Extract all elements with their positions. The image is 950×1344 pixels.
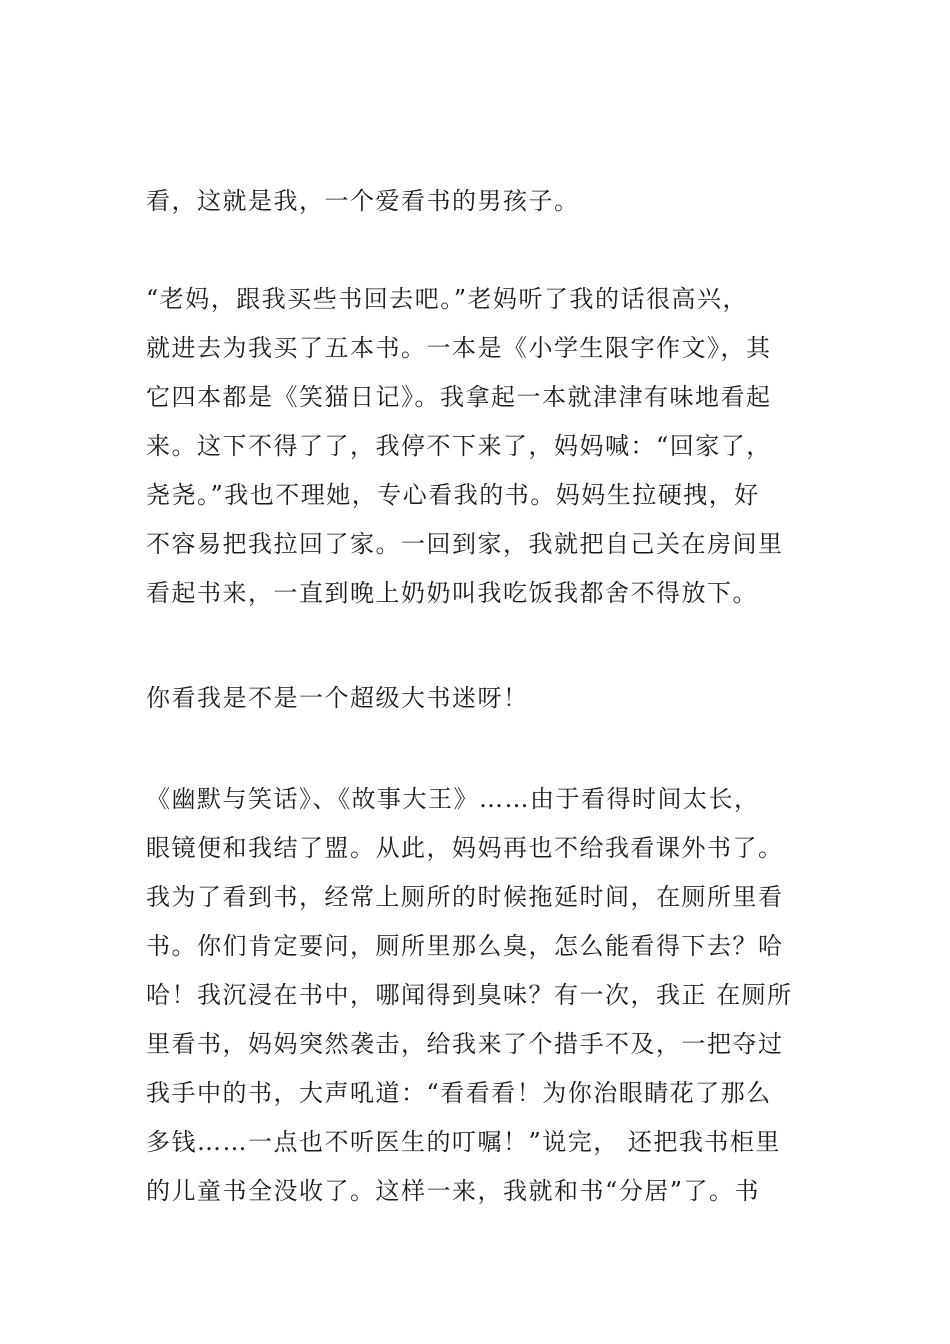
text-line: 你看我是不是一个超级大书迷呀！ [146, 684, 529, 712]
text-line: 尧尧。”我也不理她，专心看我的书。妈妈生拉硬拽，好 [146, 481, 760, 509]
text-line: 就进去为我买了五本书。一本是《小学生限字作文》，其 [146, 334, 772, 362]
text-line: 哈！我沉浸在书中，哪闻得到臭味？有一次，我正 在厕所 [146, 981, 793, 1009]
text-line: 的儿童书全没收了。这样一来，我就和书“分居”了。书 [146, 1177, 761, 1205]
paragraph-1 [146, 177, 806, 226]
text-line: 来。这下不得了了，我停不下来了，妈妈喊：“回家了， [146, 432, 772, 460]
text-line: 不容易把我拉回了家。一回到家，我就把自己关在房间里 [146, 530, 784, 558]
text-line: 它四本都是《笑猫日记》。我拿起一本就津津有味地看起 [146, 383, 772, 411]
text-line: 看起书来，一直到晚上奶奶叫我吃饭我都舍不得放下。 [146, 579, 758, 607]
text-line: 看，这就是我，一个爱看书的男孩子。 [146, 187, 580, 215]
text-line: 《幽默与笑话》、《故事大王》……由于看得时间太长， [146, 785, 760, 813]
text-line: 我手中的书，大声吼道：“看看看！为你治眼睛花了那么 [146, 1079, 772, 1107]
paragraph-4 [146, 775, 806, 1216]
text-line: 书。你们肯定要问，厕所里那么臭，怎么能看得下去？哈 [146, 932, 784, 960]
paragraph-3 [146, 674, 806, 723]
text-line: 多钱……一点也不听医生的叮嘱！”说完， 还把我书柜里 [146, 1128, 781, 1156]
text-line: “老妈，跟我买些书回去吧。”老妈听了我的话很高兴， [146, 285, 749, 313]
text-line: 眼镜便和我结了盟。从此，妈妈再也不给我看课外书了。 [146, 834, 784, 862]
text-line: 我为了看到书，经常上厕所的时候拖延时间，在厕所里看 [146, 883, 784, 911]
text-line: 里看书，妈妈突然袭击，给我来了个措手不及，一把夺过 [146, 1030, 784, 1058]
paragraph-2 [146, 275, 806, 618]
